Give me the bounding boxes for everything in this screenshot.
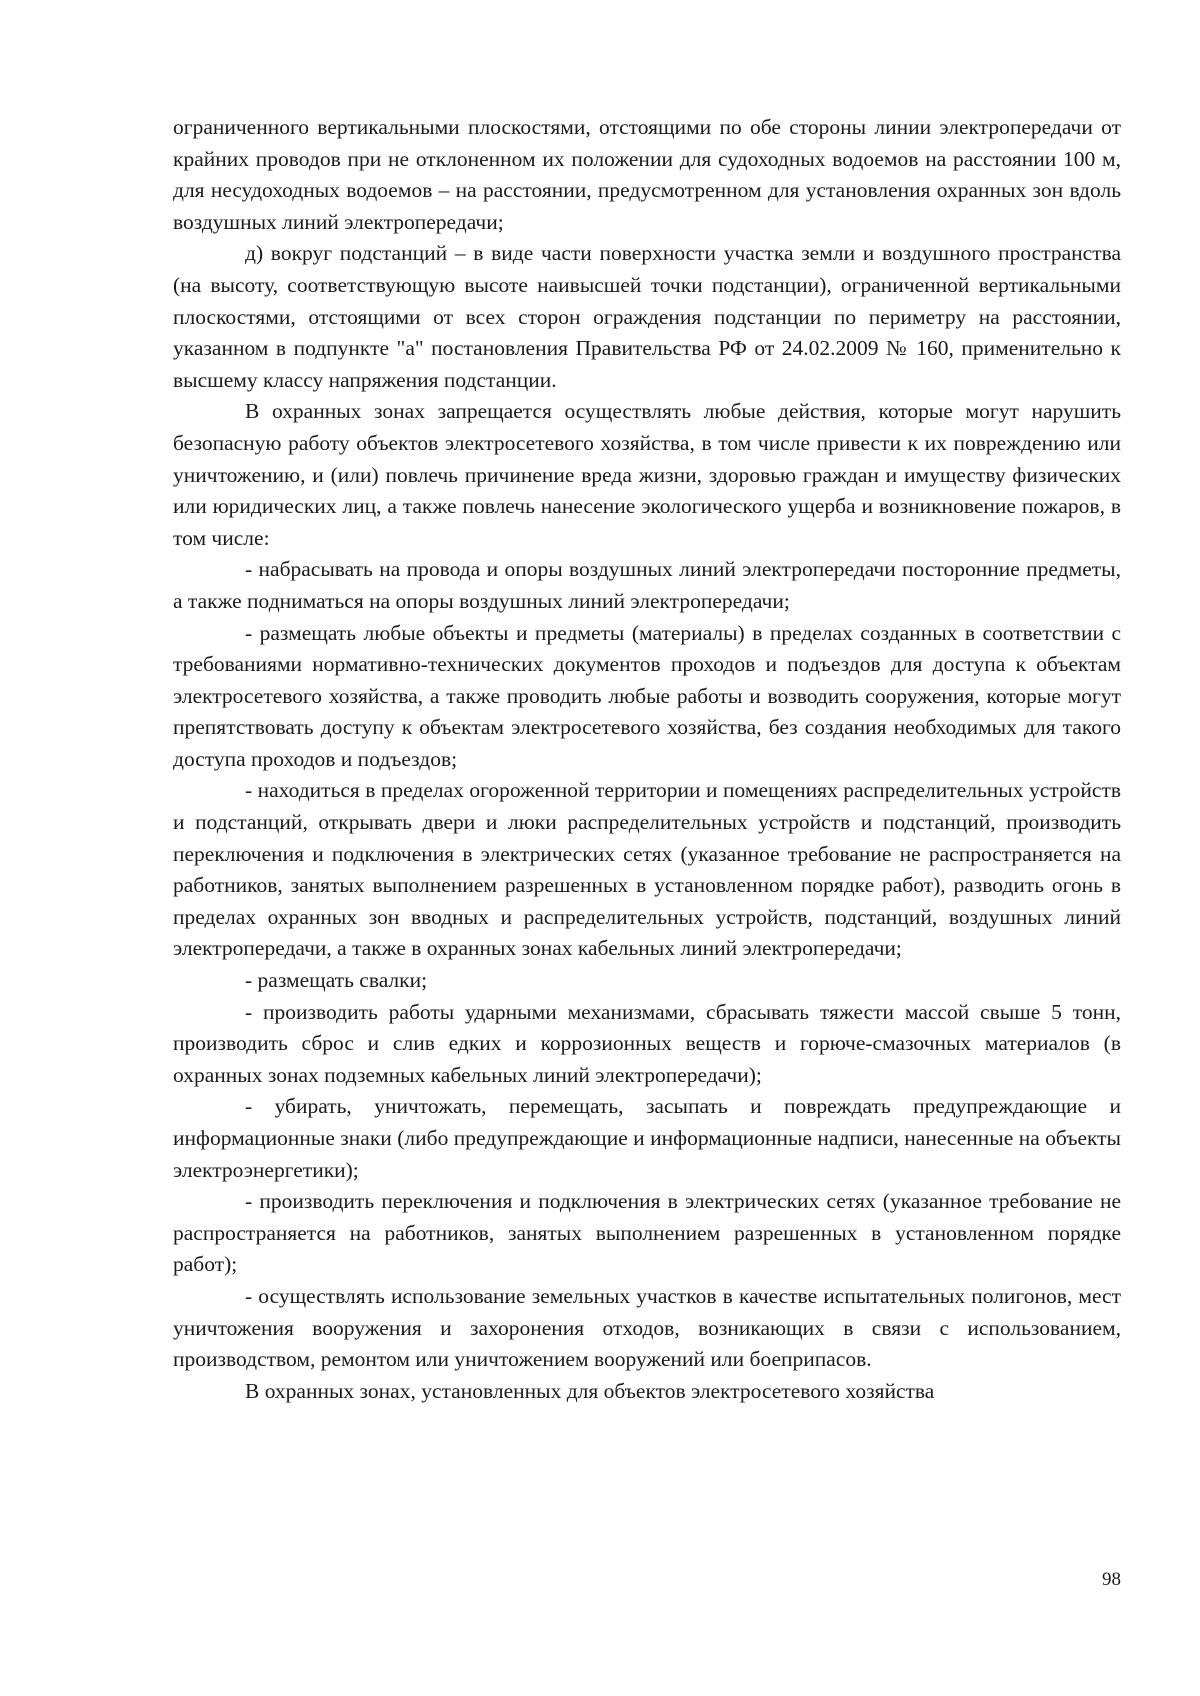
list-item-warning-signs: - убирать, уничтожать, перемещать, засыпать и повреждать предупреждающие и информационные знаки (либо предупреждающие и информационные надписи, нанесенные на объекты электроэнергетики);: [173, 1094, 1121, 1182]
list-item-land-use: - осуществлять использование земельных участков в качестве испытательных полигонов, мест уничтожения вооружения и захоронения отходов, возникающих в связи с использованием, производством, ремонтом или уничтожением вооружений или боеприпасов.: [173, 1283, 1121, 1372]
list-item-impact-works: - производить работы ударными механизмами, сбрасывать тяжести массой свыше 5 тонн, производить сброс и слив едких и коррозионных веществ и горюче-смазочных материалов (в охранных зонах подземных кабельных линий электропередачи);: [173, 999, 1121, 1087]
paragraph-prohibitions-intro: В охранных зонах запрещается осуществлять любые действия, которые могут нарушить безопасную работу объектов электросетевого хозяйства, в том числе привести к их повреждению или уничтожению, и (или) повлечь причинение вреда жизни, здоровью граждан и имуществу физических или юридических лиц, а также повлечь нанесение экологического ущерба и возникновение пожаров, в том числе:: [173, 399, 1121, 550]
list-item-fenced-territory: - находиться в пределах огороженной территории и помещениях распределительных устройств и подстанций, открывать двери и люки распределительных устройств и подстанций, производить переключения и подключения в электрических сетях (указанное требование не распространяется на работников, занятых выполнением разрешенных в установленном порядке работ), разводить огонь в пределах охранных зон вводных и распределительных устройств, подстанций, воздушных линий электропередачи, а также в охранных зонах кабельных линий электропередачи;: [173, 778, 1121, 961]
document-body: [173, 112, 1121, 1407]
paragraph-substation-zone: д) вокруг подстанций – в виде части поверхности участка земли и воздушного пространства (на высоту, соответствующую высоте наивысшей точки подстанции), ограниченной вертикальными плоскостями, отстоящими от всех сторон ограждения подстанции по периметру на расстоянии, указанном в подпункте "а" постановления Правительства РФ от 24.02.2009 № 160, применительно к высшему классу напряжения подстанции.: [173, 241, 1121, 392]
list-item-throwing-objects: - набрасывать на провода и опоры воздушных линий электропередачи посторонние предметы, а также подниматься на опоры воздушных линий электропередачи;: [173, 557, 1121, 613]
list-item-dumps: - размещать свалки;: [245, 968, 428, 993]
list-item-switching: - производить переключения и подключения в электрических сетях (указанное требование не распространяется на работников, занятых выполнением разрешенных в установленном порядке работ);: [173, 1189, 1121, 1277]
paragraph-continuation: ограниченного вертикальными плоскостями, отстоящими по обе стороны линии электропередачи от крайних проводов при не отклоненном их положении для судоходных водоемов на расстоянии 100 м, для несудоходных водоемов – на расстоянии, предусмотренном для установления охранных зон вдоль воздушных линий электропередачи;: [173, 115, 1121, 234]
list-item-placing-objects: - размещать любые объекты и предметы (материалы) в пределах созданных в соответствии с требованиями нормативно-технических документов проходов и подъездов для доступа к объектам электросетевого хозяйства, а также проводить любые работы и возводить сооружения, которые могут препятствовать доступу к объектам электросетевого хозяйства, без создания необходимых для такого доступа проходов и подъездов;: [173, 620, 1121, 771]
page-number: 98: [1102, 1569, 1121, 1590]
paragraph-protection-zones-start: В охранных зонах, установленных для объектов электросетевого хозяйства: [245, 1378, 935, 1403]
